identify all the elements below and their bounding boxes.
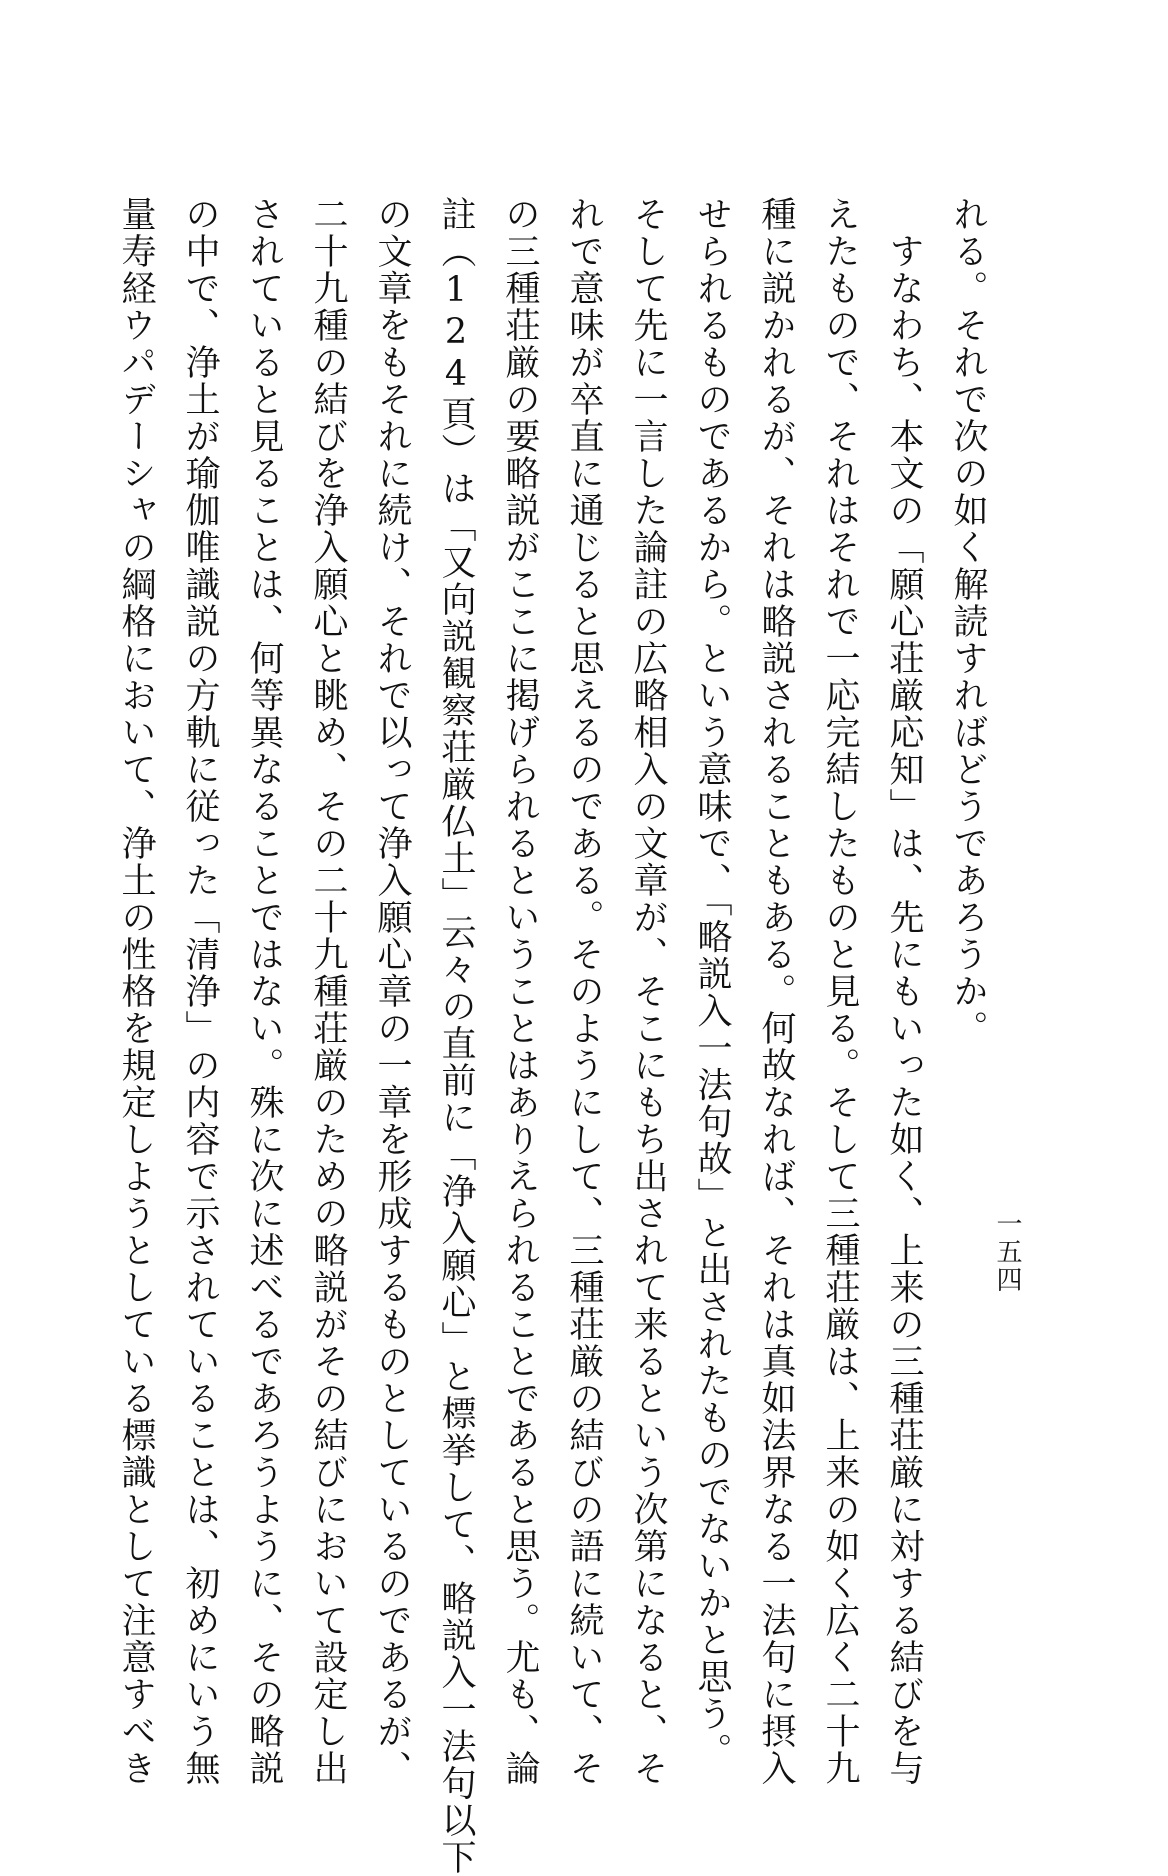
text-line: れで意味が卒直に通じると思えるのである。そのようにして、三種荘厳の結びの語に続いて、そ bbox=[564, 196, 604, 1787]
body-text bbox=[116, 196, 1000, 1876]
paragraph bbox=[104, 196, 1000, 1876]
text-line: 註（124頁）は「又向説観察荘厳仏土」云々の直前に「浄入願心」と標挙して、略説入一法句以下 bbox=[436, 196, 476, 1876]
text-line: えたもので、それはそれで一応完結したものと見る。そして三種荘厳は、上来の如く広く二十九 bbox=[820, 196, 860, 1787]
page-number: 一五四 bbox=[992, 1210, 1022, 1294]
text-line: せられるものであるから。という意味で、「略説入一法句故」と出されたものでないかと思う。 bbox=[692, 196, 732, 1770]
text-line: の中で、浄土が瑜伽唯識説の方軌に従った「清浄」の内容で示されていることは、初めにいう無 bbox=[180, 196, 220, 1787]
text-line: れる。それで次の如く解読すればどうであろうか。 bbox=[948, 196, 988, 1047]
text-line: すなわち、本文の「願心荘厳応知」は、先にもいった如く、上来の三種荘厳に対する結びを与 bbox=[884, 196, 924, 1787]
text-line: されていると見ることは、何等異なることではない。殊に次に述べるであろうように、その略説 bbox=[244, 196, 284, 1787]
text-line: 種に説かれるが、それは略説されることもある。何故なれば、それは真如法界なる一法句に摂入 bbox=[756, 196, 796, 1787]
text-line: 二十九種の結びを浄入願心と眺め、その二十九種荘厳のための略説がその結びにおいて設定し出 bbox=[308, 196, 348, 1787]
text-line: 量寿経ウパデーシャの綱格において、浄土の性格を規定しようとしている標識として注意すべき bbox=[116, 196, 156, 1787]
text-line: の三種荘厳の要略説がここに掲げられるということはありえられることであると思う。尤も、論 bbox=[500, 196, 540, 1787]
text-line: の文章をもそれに続け、それで以って浄入願心章の一章を形成するものとしているのであるが、 bbox=[372, 196, 412, 1787]
text-line: そして先に一言した論註の広略相入の文章が、そこにもち出されて来るという次第になると、そ bbox=[628, 196, 668, 1787]
